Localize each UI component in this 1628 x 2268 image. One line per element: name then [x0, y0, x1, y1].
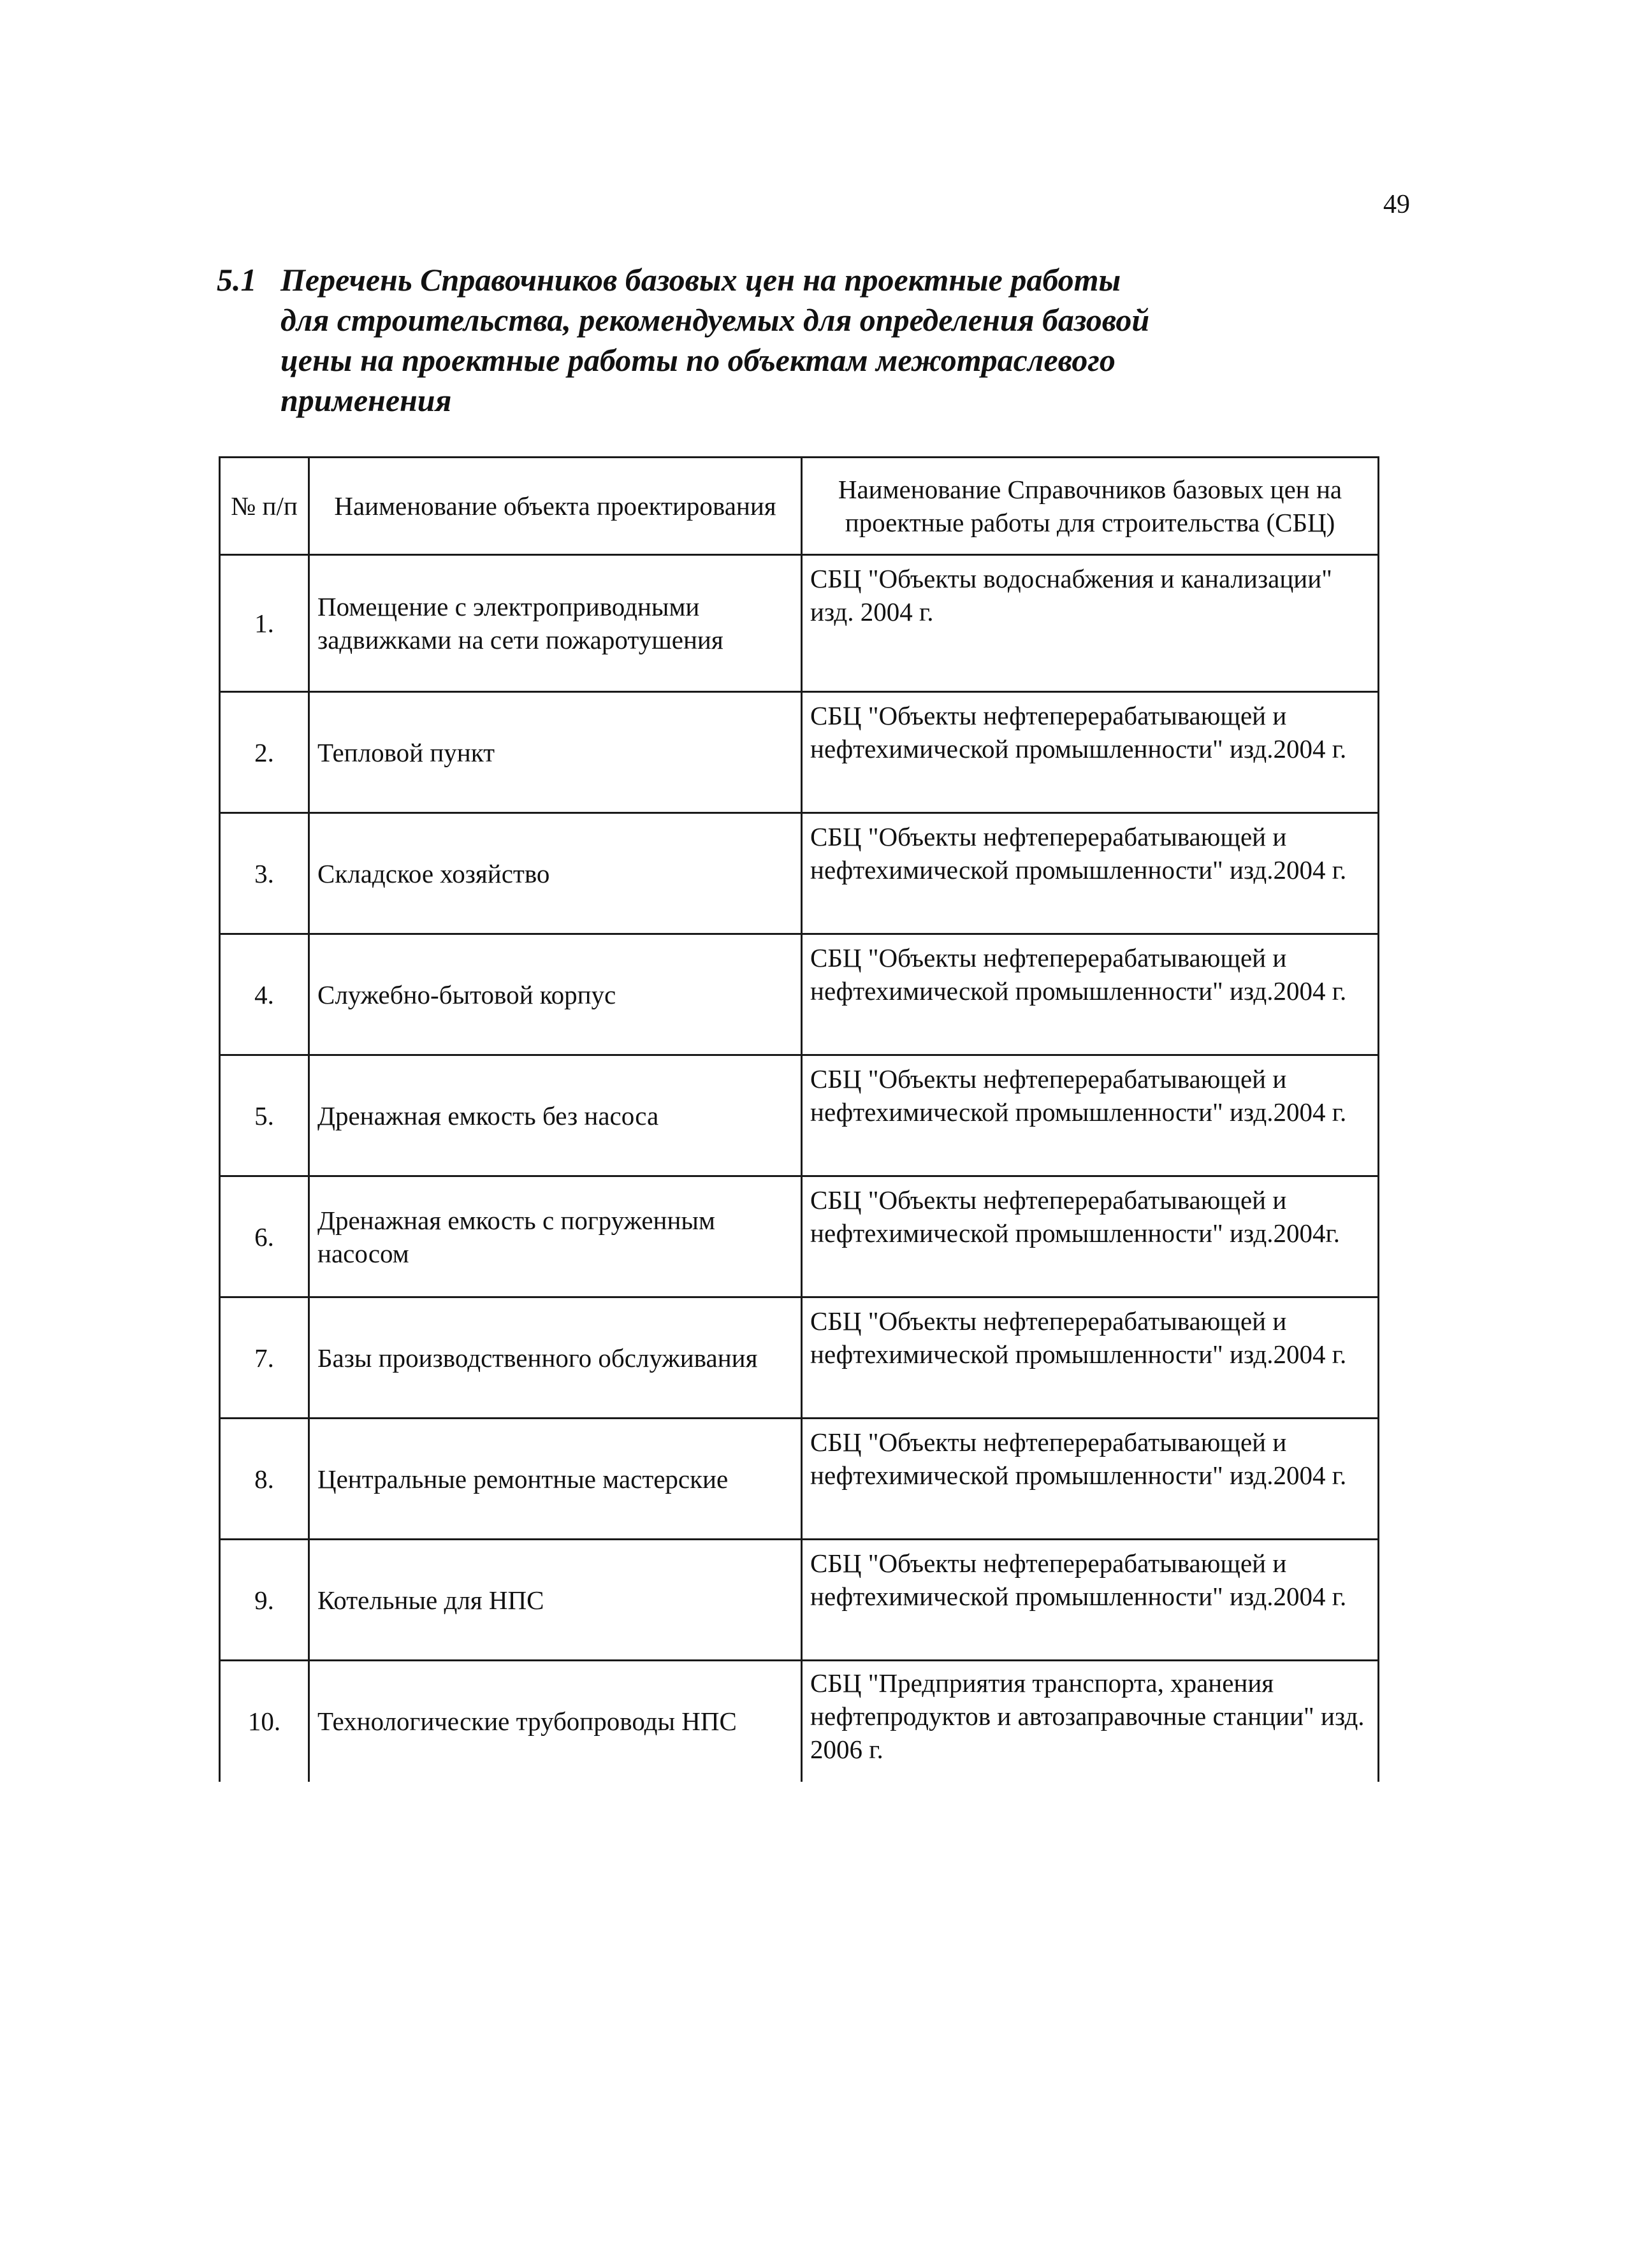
row-num: 3.: [220, 813, 309, 934]
section-heading: [217, 260, 1364, 421]
row-reference: СБЦ "Объекты нефтеперерабатывающей и нефтехимической промышленности" изд.2004 г.: [802, 1297, 1379, 1419]
row-object: Тепловой пункт: [309, 692, 802, 813]
row-object: Базы производственного обслуживания: [309, 1297, 802, 1419]
heading-number: 5.1: [217, 262, 257, 298]
row-num: 5.: [220, 1055, 309, 1176]
reference-table-wrap: [219, 456, 1377, 1782]
heading-line-3: цены на проектные работы по объектам межотраслевого: [280, 342, 1116, 378]
row-object: Складское хозяйство: [309, 813, 802, 934]
header-object: Наименование объекта проектирования: [309, 458, 802, 555]
table-row: [220, 1176, 1379, 1297]
row-reference: СБЦ "Предприятия транспорта, хранения нефтепродуктов и автозаправочные станции" изд. 2006 г.: [802, 1661, 1379, 1782]
row-reference: СБЦ "Объекты нефтеперерабатывающей и нефтехимической промышленности" изд.2004 г.: [802, 1055, 1379, 1176]
row-num: 1.: [220, 555, 309, 692]
row-object: Котельные для НПС: [309, 1540, 802, 1661]
row-num: 10.: [220, 1661, 309, 1782]
page-number: 49: [1383, 190, 1410, 219]
heading-line-2: для строительства, рекомендуемых для определения базовой: [280, 302, 1150, 338]
row-reference: СБЦ "Объекты нефтеперерабатывающей и нефтехимической промышленности" изд.2004 г.: [802, 692, 1379, 813]
row-object: Технологические трубопроводы НПС: [309, 1661, 802, 1782]
header-num: № п/п: [220, 458, 309, 555]
header-reference: Наименование Справочников базовых цен на проектные работы для строительства (СБЦ): [802, 458, 1379, 555]
heading-line-4: применения: [280, 382, 452, 418]
row-reference: СБЦ "Объекты водоснабжения и канализации" изд. 2004 г.: [802, 555, 1379, 692]
heading-line-1: [217, 260, 1364, 300]
table-row: [220, 1419, 1379, 1540]
row-object: Служебно-бытовой корпус: [309, 934, 802, 1055]
row-reference: СБЦ "Объекты нефтеперерабатывающей и нефтехимической промышленности" изд.2004 г.: [802, 1540, 1379, 1661]
row-reference: СБЦ "Объекты нефтеперерабатывающей и нефтехимической промышленности" изд.2004 г.: [802, 813, 1379, 934]
row-object: Дренажная емкость с погруженным насосом: [309, 1176, 802, 1297]
row-num: 9.: [220, 1540, 309, 1661]
table-row: [220, 692, 1379, 813]
row-num: 4.: [220, 934, 309, 1055]
table-row: [220, 1661, 1379, 1782]
row-object: Дренажная емкость без насоса: [309, 1055, 802, 1176]
table-row: [220, 813, 1379, 934]
table-row: [220, 1540, 1379, 1661]
row-reference: СБЦ "Объекты нефтеперерабатывающей и нефтехимической промышленности" изд.2004 г.: [802, 934, 1379, 1055]
reference-table: [219, 456, 1379, 1782]
table-header-row: [220, 458, 1379, 555]
table-row: [220, 934, 1379, 1055]
table-row: [220, 555, 1379, 692]
row-num: 6.: [220, 1176, 309, 1297]
row-num: 2.: [220, 692, 309, 813]
row-reference: СБЦ "Объекты нефтеперерабатывающей и нефтехимической промышленности" изд.2004г.: [802, 1176, 1379, 1297]
heading-text-1: Перечень Справочников базовых цен на проектные работы: [280, 262, 1121, 298]
row-num: 7.: [220, 1297, 309, 1419]
row-object: Помещение с электроприводными задвижками на сети пожаротушения: [309, 555, 802, 692]
table-row: [220, 1297, 1379, 1419]
row-reference: СБЦ "Объекты нефтеперерабатывающей и нефтехимической промышленности" изд.2004 г.: [802, 1419, 1379, 1540]
row-num: 8.: [220, 1419, 309, 1540]
table-row: [220, 1055, 1379, 1176]
row-object: Центральные ремонтные мастерские: [309, 1419, 802, 1540]
